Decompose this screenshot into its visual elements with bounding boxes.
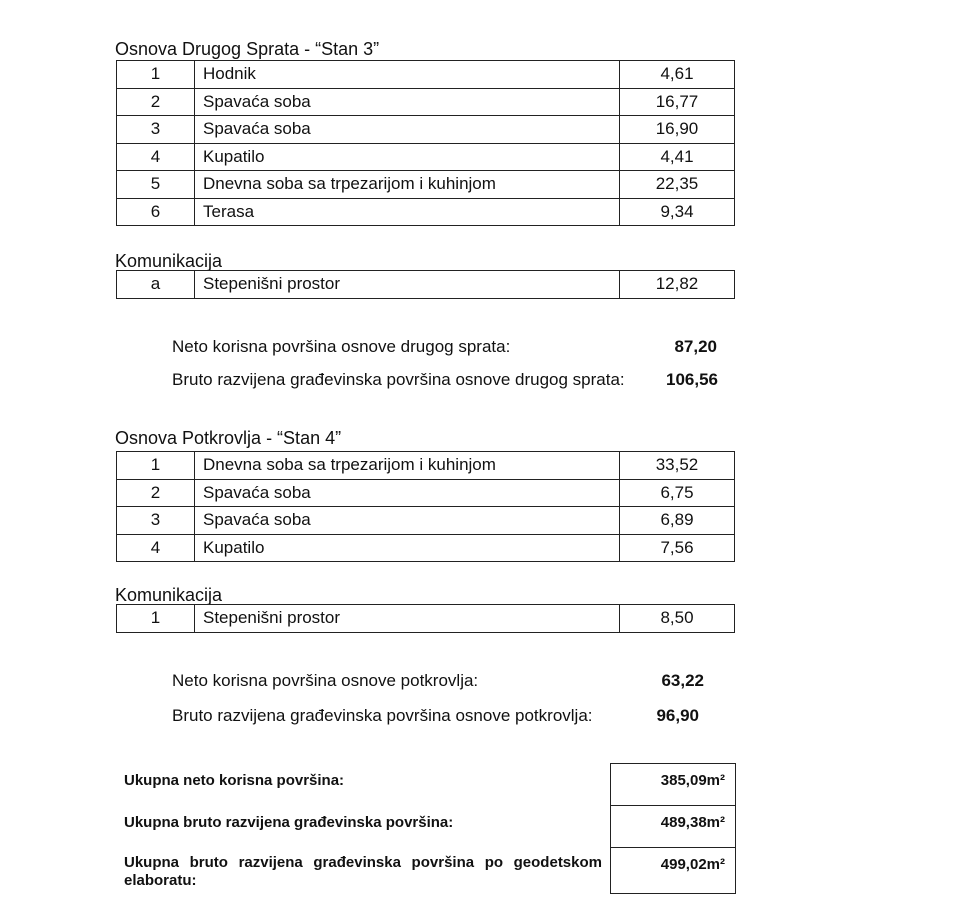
table-row [117, 452, 735, 480]
totals-value: 385,09m² [611, 764, 736, 806]
room-number: 2 [117, 479, 195, 507]
table-row [117, 171, 735, 199]
stan3-komunikacija-table [116, 270, 735, 299]
room-name: Spavaća soba [195, 88, 620, 116]
stan4-rooms-table [116, 451, 735, 562]
totals-label: Ukupna neto korisna površina: [124, 771, 345, 789]
room-number: a [117, 271, 195, 299]
totals-row [116, 764, 736, 806]
table-row [117, 198, 735, 226]
stan4-komunikacija-body [117, 605, 735, 633]
room-name: Dnevna soba sa trpezarijom i kuhinjom [195, 452, 620, 480]
room-name: Kupatilo [195, 534, 620, 562]
stan3-neto-value: 87,20 [674, 337, 717, 356]
room-number: 3 [117, 116, 195, 144]
table-row [117, 271, 735, 299]
room-area: 4,41 [620, 143, 735, 171]
stan3-rooms-body [117, 61, 735, 226]
room-area: 16,77 [620, 88, 735, 116]
totals-label: Ukupna bruto razvijena građevinska površina po geodetskom elaboratu: [124, 853, 602, 889]
room-name: Kupatilo [195, 143, 620, 171]
stan3-bruto-label: Bruto razvijena građevinska površina osnove drugog sprata: [172, 370, 625, 389]
stan3-komunikacija-title: Komunikacija [115, 251, 223, 271]
stan4-bruto-value: 96,90 [656, 706, 699, 725]
room-name: Stepenišni prostor [195, 605, 620, 633]
totals-label: Ukupna bruto razvijena građevinska površina: [124, 813, 454, 831]
table-row [117, 143, 735, 171]
room-name: Spavaća soba [195, 116, 620, 144]
stan4-bruto-label: Bruto razvijena građevinska površina osnove potkrovlja: [172, 706, 593, 725]
room-number: 4 [117, 534, 195, 562]
table-row [117, 605, 735, 633]
table-row [117, 479, 735, 507]
room-name: Spavaća soba [195, 507, 620, 535]
room-number: 3 [117, 507, 195, 535]
totals-row [116, 848, 736, 894]
stan3-bruto-value: 106,56 [666, 370, 718, 389]
totals-row [116, 806, 736, 848]
stan3-title: Osnova Drugog Sprata - “Stan 3” [115, 39, 380, 59]
stan4-komunikacija-title: Komunikacija [115, 585, 223, 605]
room-number: 2 [117, 88, 195, 116]
room-area: 7,56 [620, 534, 735, 562]
stan3-rooms-table [116, 60, 735, 226]
room-number: 1 [117, 452, 195, 480]
room-area: 9,34 [620, 198, 735, 226]
room-area: 4,61 [620, 61, 735, 89]
stan4-neto-value: 63,22 [661, 671, 704, 690]
table-row [117, 534, 735, 562]
table-row [117, 88, 735, 116]
room-number: 4 [117, 143, 195, 171]
table-row [117, 116, 735, 144]
stan4-rooms-body [117, 452, 735, 562]
room-name: Dnevna soba sa trpezarijom i kuhinjom [195, 171, 620, 199]
table-row [117, 61, 735, 89]
room-number: 6 [117, 198, 195, 226]
room-name: Terasa [195, 198, 620, 226]
totals-value: 489,38m² [611, 806, 736, 848]
stan3-komunikacija-body [117, 271, 735, 299]
stan4-title: Osnova Potkrovlja - “Stan 4” [115, 428, 342, 448]
room-area: 22,35 [620, 171, 735, 199]
room-number: 1 [117, 61, 195, 89]
room-area: 33,52 [620, 452, 735, 480]
room-area: 8,50 [620, 605, 735, 633]
room-number: 5 [117, 171, 195, 199]
room-name: Stepenišni prostor [195, 271, 620, 299]
totals-value: 499,02m² [611, 848, 736, 894]
totals-table [116, 763, 736, 894]
stan3-neto-label: Neto korisna površina osnove drugog sprata: [172, 337, 511, 356]
room-name: Hodnik [195, 61, 620, 89]
table-row [117, 507, 735, 535]
room-name: Spavaća soba [195, 479, 620, 507]
room-area: 6,89 [620, 507, 735, 535]
stan4-komunikacija-table [116, 604, 735, 633]
room-area: 12,82 [620, 271, 735, 299]
room-number: 1 [117, 605, 195, 633]
room-area: 16,90 [620, 116, 735, 144]
room-area: 6,75 [620, 479, 735, 507]
stan4-neto-label: Neto korisna površina osnove potkrovlja: [172, 671, 479, 690]
